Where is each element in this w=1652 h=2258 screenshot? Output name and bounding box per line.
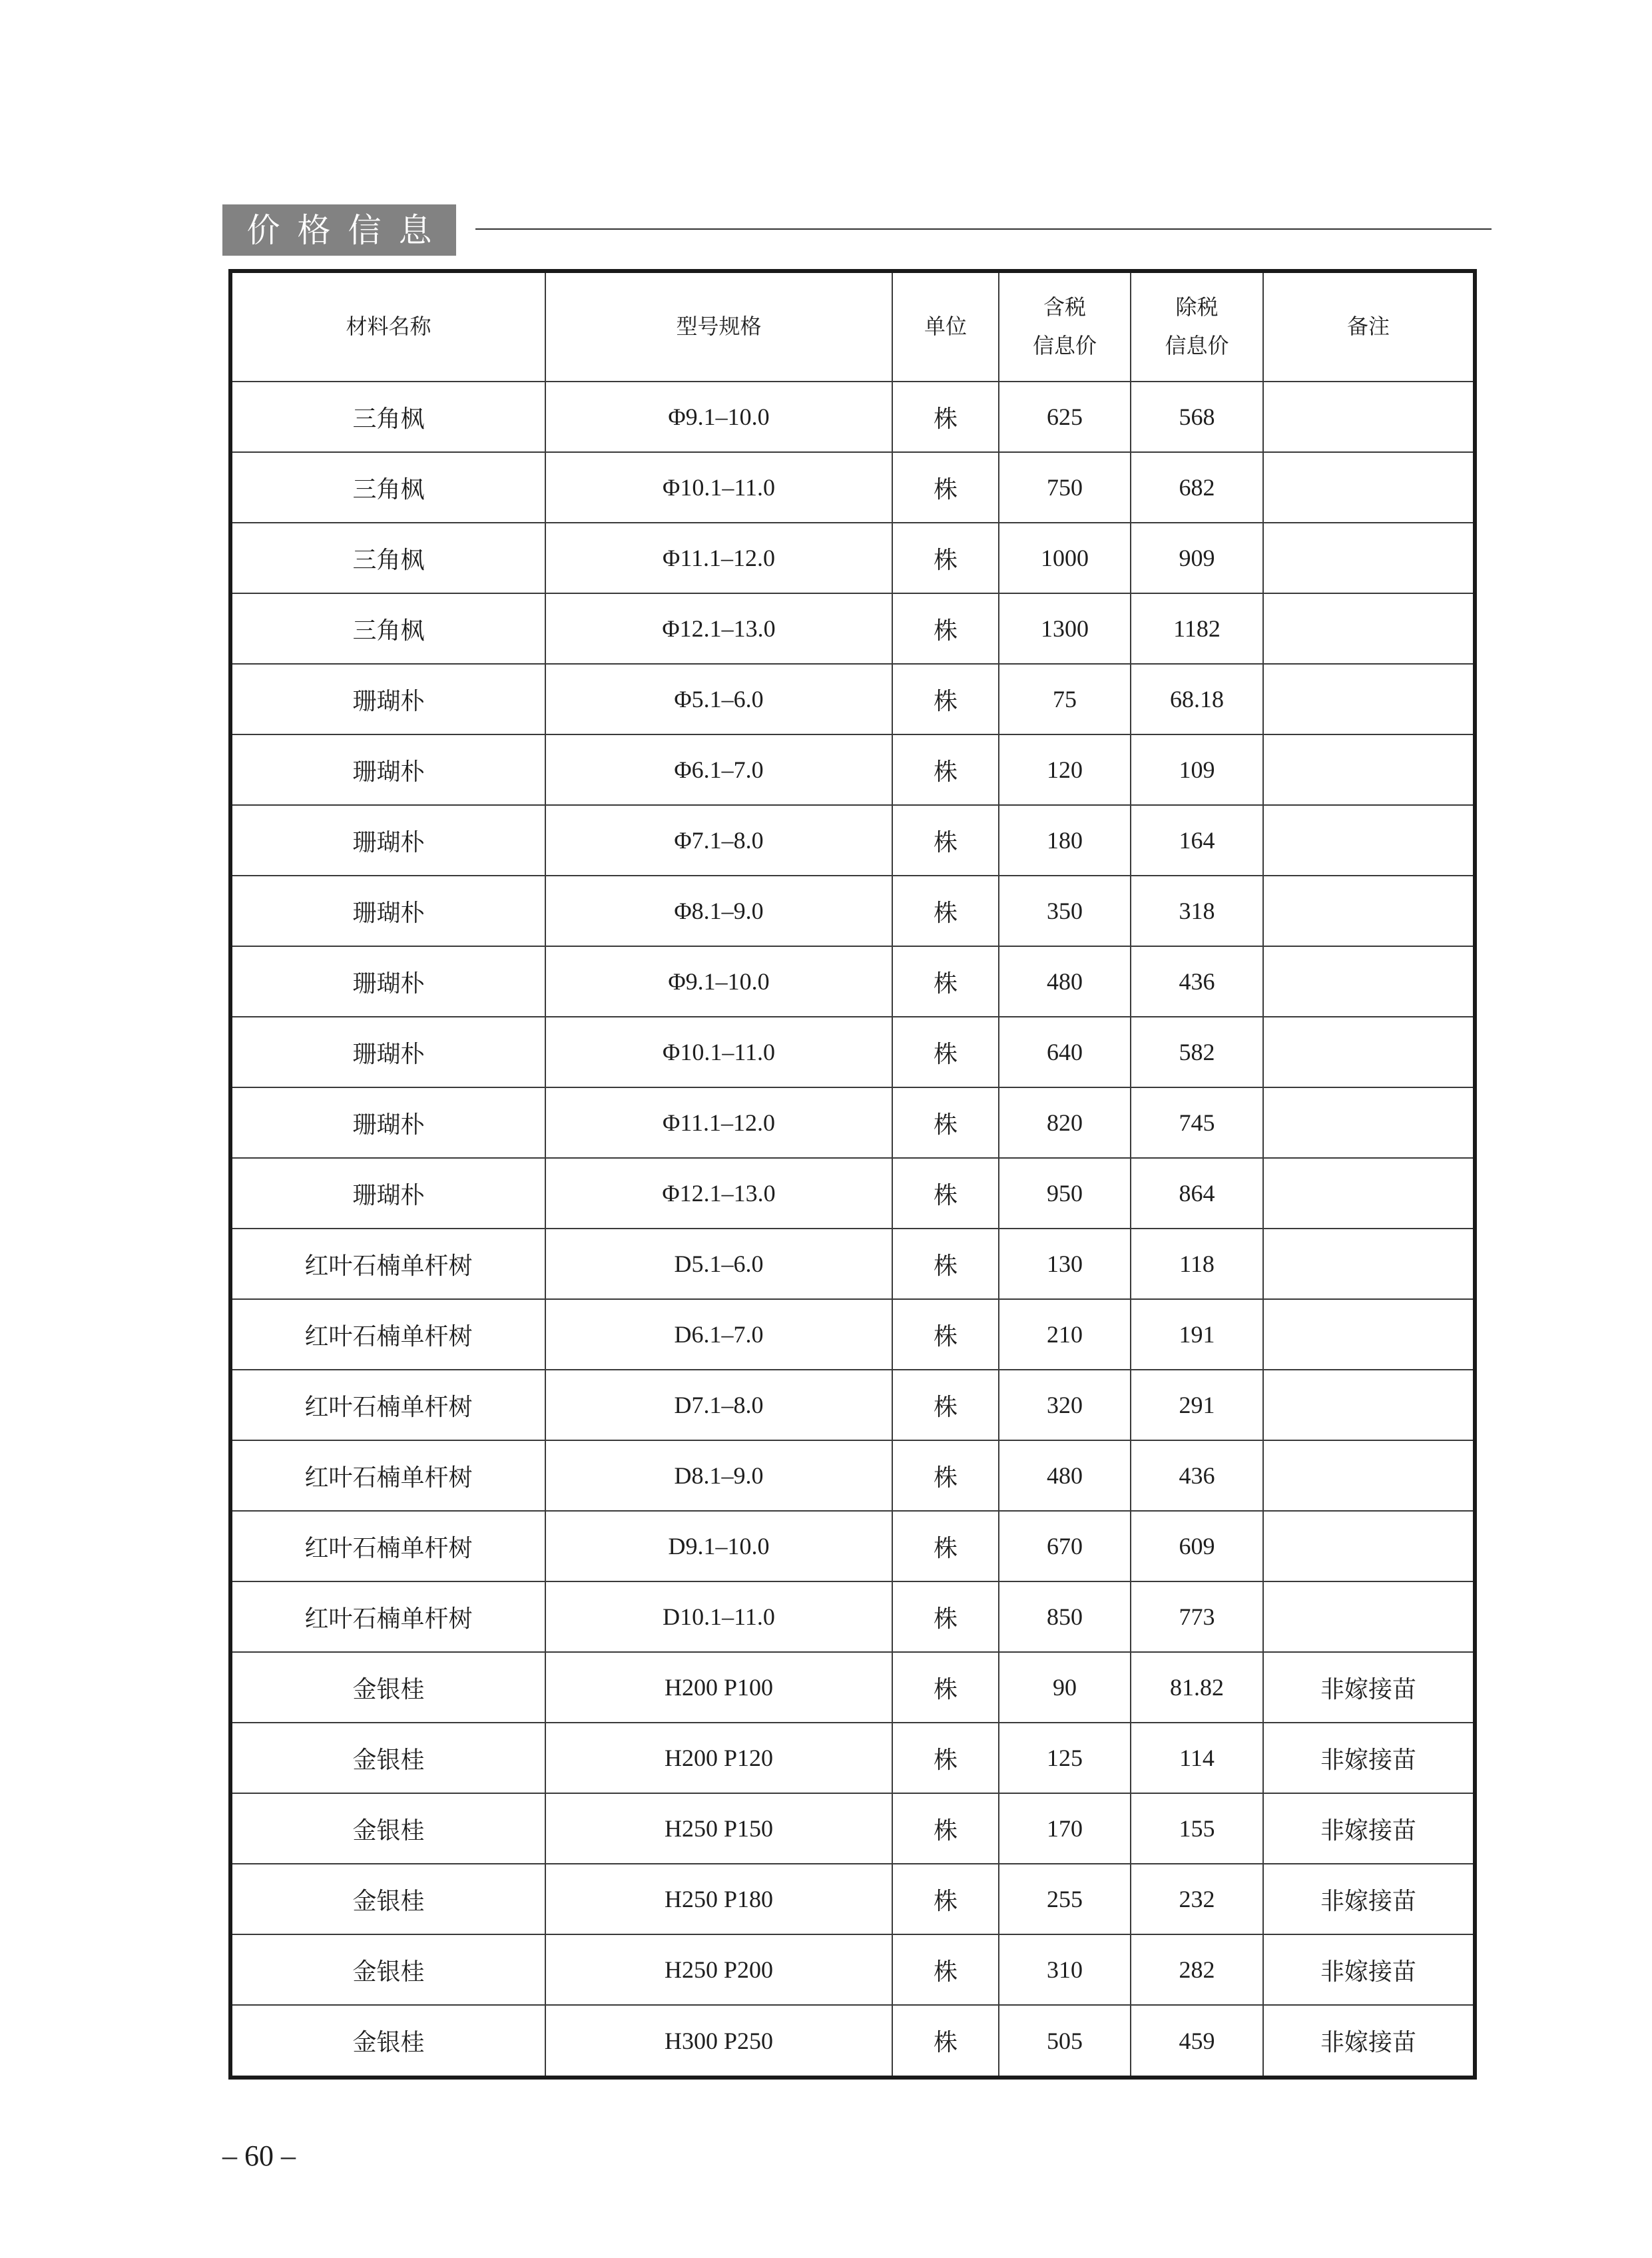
price-incl-tax-cell: 130	[999, 1229, 1131, 1299]
price-excl-tax-cell: 155	[1131, 1793, 1263, 1864]
material-name-cell: 红叶石楠单杆树	[232, 1511, 545, 1581]
price-incl-tax-cell: 750	[999, 452, 1131, 523]
price-excl-tax-cell: 164	[1131, 805, 1263, 876]
price-incl-tax-cell: 950	[999, 1158, 1131, 1229]
material-name-cell: 珊瑚朴	[232, 805, 545, 876]
header-price-incl-tax-line-1: 含税	[1043, 294, 1086, 320]
price-incl-tax-cell: 180	[999, 805, 1131, 876]
table-row	[232, 1864, 1473, 1934]
unit-cell: 株	[892, 1652, 999, 1723]
price-incl-tax-cell: 255	[999, 1864, 1131, 1934]
unit-cell: 株	[892, 2005, 999, 2076]
spec-cell: H300 P250	[545, 2005, 892, 2076]
header-row	[232, 273, 1473, 382]
price-incl-tax-cell: 1300	[999, 593, 1131, 664]
note-cell	[1263, 382, 1473, 452]
price-incl-tax-cell: 480	[999, 946, 1131, 1017]
price-excl-tax-cell: 282	[1131, 1934, 1263, 2005]
spec-cell: H200 P100	[545, 1652, 892, 1723]
unit-cell: 株	[892, 1440, 999, 1511]
unit-cell: 株	[892, 1370, 999, 1440]
header-price-incl-tax-line-2: 信息价	[1032, 333, 1097, 358]
unit-cell: 株	[892, 1864, 999, 1934]
table-row	[232, 1723, 1473, 1793]
unit-cell: 株	[892, 805, 999, 876]
spec-cell: Φ8.1–9.0	[545, 876, 892, 946]
table-row	[232, 734, 1473, 805]
unit-cell: 株	[892, 452, 999, 523]
note-cell	[1263, 734, 1473, 805]
title-rule-divider	[475, 228, 1492, 230]
note-cell	[1263, 1581, 1473, 1652]
material-name-cell: 金银桂	[232, 1864, 545, 1934]
unit-cell: 株	[892, 1017, 999, 1087]
material-name-cell: 金银桂	[232, 1793, 545, 1864]
note-cell: 非嫁接苗	[1263, 2005, 1473, 2076]
material-name-cell: 金银桂	[232, 2005, 545, 2076]
price-incl-tax-cell: 320	[999, 1370, 1131, 1440]
spec-cell: Φ12.1–13.0	[545, 593, 892, 664]
note-cell: 非嫁接苗	[1263, 1793, 1473, 1864]
price-excl-tax-cell: 191	[1131, 1299, 1263, 1370]
header-price-excl-tax	[1131, 273, 1263, 382]
table-header	[232, 273, 1473, 382]
spec-cell: H250 P200	[545, 1934, 892, 2005]
header-price-excl-tax-line-1: 除税	[1175, 294, 1219, 320]
material-name-cell: 珊瑚朴	[232, 1017, 545, 1087]
price-excl-tax-cell: 232	[1131, 1864, 1263, 1934]
table-row	[232, 876, 1473, 946]
price-incl-tax-cell: 820	[999, 1087, 1131, 1158]
material-name-cell: 珊瑚朴	[232, 664, 545, 734]
price-excl-tax-cell: 436	[1131, 946, 1263, 1017]
material-name-cell: 三角枫	[232, 523, 545, 593]
table-row	[232, 1652, 1473, 1723]
note-cell: 非嫁接苗	[1263, 1934, 1473, 2005]
price-incl-tax-cell: 75	[999, 664, 1131, 734]
header-unit: 单位	[892, 273, 999, 382]
unit-cell: 株	[892, 1087, 999, 1158]
table-row	[232, 1017, 1473, 1087]
price-excl-tax-cell: 81.82	[1131, 1652, 1263, 1723]
spec-cell: Φ6.1–7.0	[545, 734, 892, 805]
table-row	[232, 1934, 1473, 2005]
price-incl-tax-cell: 670	[999, 1511, 1131, 1581]
note-cell	[1263, 523, 1473, 593]
spec-cell: D5.1–6.0	[545, 1229, 892, 1299]
unit-cell: 株	[892, 876, 999, 946]
table-row	[232, 1511, 1473, 1581]
note-cell	[1263, 664, 1473, 734]
spec-cell: D7.1–8.0	[545, 1370, 892, 1440]
material-name-cell: 三角枫	[232, 593, 545, 664]
header-material-name: 材料名称	[232, 273, 545, 382]
table-row	[232, 1440, 1473, 1511]
table-row	[232, 593, 1473, 664]
spec-cell: Φ9.1–10.0	[545, 382, 892, 452]
unit-cell: 株	[892, 1934, 999, 2005]
spec-cell: H200 P120	[545, 1723, 892, 1793]
price-incl-tax-cell: 120	[999, 734, 1131, 805]
price-table-frame	[228, 269, 1477, 2080]
material-name-cell: 珊瑚朴	[232, 1087, 545, 1158]
unit-cell: 株	[892, 1793, 999, 1864]
note-cell	[1263, 1370, 1473, 1440]
price-excl-tax-cell: 109	[1131, 734, 1263, 805]
spec-cell: Φ12.1–13.0	[545, 1158, 892, 1229]
price-incl-tax-cell: 850	[999, 1581, 1131, 1652]
price-incl-tax-cell: 505	[999, 2005, 1131, 2076]
note-cell	[1263, 1158, 1473, 1229]
unit-cell: 株	[892, 382, 999, 452]
price-excl-tax-cell: 682	[1131, 452, 1263, 523]
note-cell	[1263, 1017, 1473, 1087]
spec-cell: H250 P180	[545, 1864, 892, 1934]
material-name-cell: 红叶石楠单杆树	[232, 1299, 545, 1370]
spec-cell: D8.1–9.0	[545, 1440, 892, 1511]
table-body	[232, 382, 1473, 2076]
table-row	[232, 1581, 1473, 1652]
note-cell: 非嫁接苗	[1263, 1652, 1473, 1723]
price-table	[232, 273, 1473, 2076]
material-name-cell: 红叶石楠单杆树	[232, 1581, 545, 1652]
table-row	[232, 523, 1473, 593]
header-note: 备注	[1263, 273, 1473, 382]
price-excl-tax-cell: 568	[1131, 382, 1263, 452]
material-name-cell: 珊瑚朴	[232, 734, 545, 805]
material-name-cell: 三角枫	[232, 382, 545, 452]
material-name-cell: 珊瑚朴	[232, 876, 545, 946]
price-incl-tax-cell: 210	[999, 1299, 1131, 1370]
spec-cell: H250 P150	[545, 1793, 892, 1864]
material-name-cell: 红叶石楠单杆树	[232, 1370, 545, 1440]
price-excl-tax-cell: 318	[1131, 876, 1263, 946]
material-name-cell: 三角枫	[232, 452, 545, 523]
note-cell	[1263, 805, 1473, 876]
table-row	[232, 1229, 1473, 1299]
material-name-cell: 珊瑚朴	[232, 946, 545, 1017]
price-excl-tax-cell: 436	[1131, 1440, 1263, 1511]
note-cell	[1263, 593, 1473, 664]
price-excl-tax-cell: 1182	[1131, 593, 1263, 664]
material-name-cell: 珊瑚朴	[232, 1158, 545, 1229]
spec-cell: Φ9.1–10.0	[545, 946, 892, 1017]
price-excl-tax-cell: 291	[1131, 1370, 1263, 1440]
page-number: – 60 –	[222, 2139, 296, 2172]
price-incl-tax-cell: 125	[999, 1723, 1131, 1793]
note-cell	[1263, 1299, 1473, 1370]
note-cell	[1263, 1511, 1473, 1581]
price-incl-tax-cell: 480	[999, 1440, 1131, 1511]
spec-cell: D10.1–11.0	[545, 1581, 892, 1652]
table-row	[232, 946, 1473, 1017]
unit-cell: 株	[892, 664, 999, 734]
spec-cell: D6.1–7.0	[545, 1299, 892, 1370]
price-incl-tax-cell: 350	[999, 876, 1131, 946]
table-row	[232, 452, 1473, 523]
table-row	[232, 382, 1473, 452]
unit-cell: 株	[892, 1229, 999, 1299]
spec-cell: Φ11.1–12.0	[545, 1087, 892, 1158]
material-name-cell: 红叶石楠单杆树	[232, 1440, 545, 1511]
unit-cell: 株	[892, 1299, 999, 1370]
unit-cell: 株	[892, 1723, 999, 1793]
price-excl-tax-cell: 609	[1131, 1511, 1263, 1581]
material-name-cell: 红叶石楠单杆树	[232, 1229, 545, 1299]
unit-cell: 株	[892, 946, 999, 1017]
spec-cell: D9.1–10.0	[545, 1511, 892, 1581]
price-incl-tax-cell: 310	[999, 1934, 1131, 2005]
note-cell	[1263, 1229, 1473, 1299]
price-incl-tax-cell: 1000	[999, 523, 1131, 593]
price-excl-tax-cell: 68.18	[1131, 664, 1263, 734]
header-price-incl-tax	[999, 273, 1131, 382]
note-cell: 非嫁接苗	[1263, 1864, 1473, 1934]
table-row	[232, 2005, 1473, 2076]
price-incl-tax-cell: 640	[999, 1017, 1131, 1087]
table-row	[232, 1793, 1473, 1864]
price-excl-tax-cell: 582	[1131, 1017, 1263, 1087]
unit-cell: 株	[892, 1511, 999, 1581]
price-excl-tax-cell: 773	[1131, 1581, 1263, 1652]
note-cell	[1263, 452, 1473, 523]
unit-cell: 株	[892, 1158, 999, 1229]
unit-cell: 株	[892, 1581, 999, 1652]
table-row	[232, 805, 1473, 876]
spec-cell: Φ7.1–8.0	[545, 805, 892, 876]
price-excl-tax-cell: 909	[1131, 523, 1263, 593]
table-row	[232, 1087, 1473, 1158]
note-cell	[1263, 946, 1473, 1017]
note-cell: 非嫁接苗	[1263, 1723, 1473, 1793]
price-excl-tax-cell: 745	[1131, 1087, 1263, 1158]
note-cell	[1263, 876, 1473, 946]
price-excl-tax-cell: 114	[1131, 1723, 1263, 1793]
note-cell	[1263, 1087, 1473, 1158]
price-incl-tax-cell: 170	[999, 1793, 1131, 1864]
section-title: 价格信息	[246, 210, 449, 250]
unit-cell: 株	[892, 734, 999, 805]
unit-cell: 株	[892, 523, 999, 593]
spec-cell: Φ5.1–6.0	[545, 664, 892, 734]
table-row	[232, 664, 1473, 734]
spec-cell: Φ11.1–12.0	[545, 523, 892, 593]
table-row	[232, 1299, 1473, 1370]
price-excl-tax-cell: 118	[1131, 1229, 1263, 1299]
spec-cell: Φ10.1–11.0	[545, 452, 892, 523]
header-spec: 型号规格	[545, 273, 892, 382]
material-name-cell: 金银桂	[232, 1723, 545, 1793]
price-incl-tax-cell: 90	[999, 1652, 1131, 1723]
table-row	[232, 1370, 1473, 1440]
section-title-badge	[222, 204, 456, 256]
material-name-cell: 金银桂	[232, 1934, 545, 2005]
table-row	[232, 1158, 1473, 1229]
price-incl-tax-cell: 625	[999, 382, 1131, 452]
price-excl-tax-cell: 459	[1131, 2005, 1263, 2076]
price-excl-tax-cell: 864	[1131, 1158, 1263, 1229]
spec-cell: Φ10.1–11.0	[545, 1017, 892, 1087]
note-cell	[1263, 1440, 1473, 1511]
unit-cell: 株	[892, 593, 999, 664]
material-name-cell: 金银桂	[232, 1652, 545, 1723]
header-price-excl-tax-line-2: 信息价	[1165, 333, 1229, 358]
